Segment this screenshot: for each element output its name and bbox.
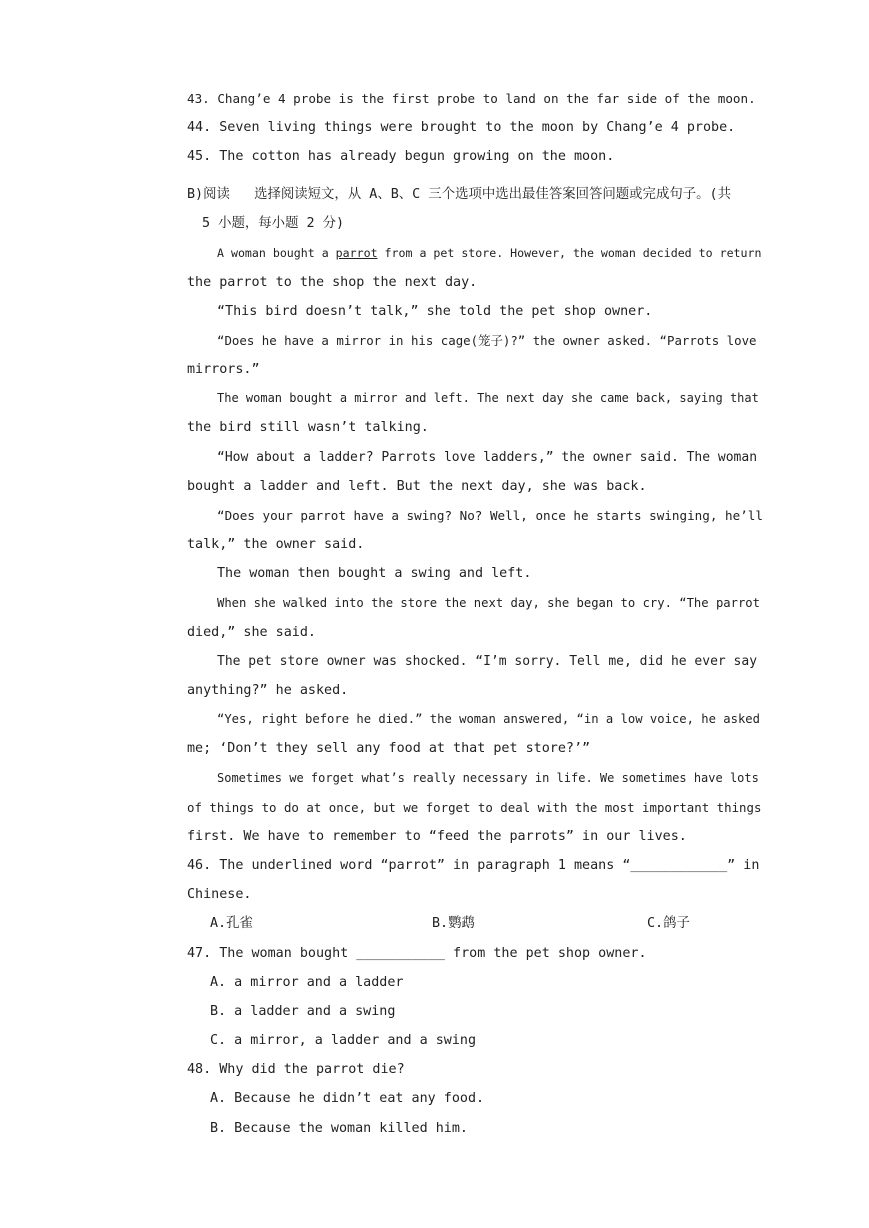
passage-p11-line3: first. We have to remember to “feed the parrots” in our lives. — [187, 829, 687, 844]
passage-p10-line2: me; ‘Don’t they sell any food at that pet store?’” — [187, 741, 591, 756]
question-48-option-a[interactable]: A. Because he didn’t eat any food. — [210, 1091, 485, 1106]
passage-p8-line2: died,” she said. — [187, 625, 316, 640]
question-46-option-b[interactable]: B.鹦鹉 — [432, 916, 475, 931]
section-b-instruction: B)阅读 选择阅读短文，从 A、B、C 三个选项中选出最佳答案回答问题或完成句子。(共 — [187, 187, 731, 202]
passage-p9-line1: The pet store owner was shocked. “I’m sorry. Tell me, did he ever say — [217, 654, 758, 669]
passage-p4-line2: the bird still wasn’t talking. — [187, 420, 429, 435]
question-45: 45. The cotton has already begun growing on the moon. — [187, 149, 615, 164]
passage-p9-line2: anything?” he asked. — [187, 683, 349, 698]
question-48-option-b[interactable]: B. Because the woman killed him. — [210, 1121, 468, 1136]
passage-p2: “This bird doesn’t talk,” she told the pet shop owner. — [217, 304, 653, 319]
question-46-option-a[interactable]: A.孔雀 — [210, 916, 253, 931]
passage-p3-line2: mirrors.” — [187, 362, 260, 377]
passage-p6-line2: talk,” the owner said. — [187, 537, 365, 552]
passage-p11-line1: Sometimes we forget what’s really necessary in life. We sometimes have lots — [217, 771, 759, 785]
question-47-stem: 47. The woman bought ___________ from the pet shop owner. — [187, 946, 647, 961]
question-47-option-a[interactable]: A. a mirror and a ladder — [210, 975, 404, 990]
question-46-option-c[interactable]: C.鸽子 — [647, 916, 690, 931]
question-43: 43. Chang’e 4 probe is the first probe to land on the far side of the moon. — [187, 91, 756, 106]
passage-p1-line1: A woman bought a parrot from a pet store. However, the woman decided to return — [217, 246, 762, 260]
section-b-instruction-cont: 5 小题，每小题 2 分) — [202, 216, 345, 231]
passage-p1-line2: the parrot to the shop the next day. — [187, 275, 478, 290]
passage-p3-line1: “Does he have a mirror in his cage(笼子)?” the owner asked. “Parrots love — [217, 333, 757, 348]
passage-p8-line1: When she walked into the store the next day, she began to cry. “The parrot — [217, 596, 760, 610]
question-48-stem: 48. Why did the parrot die? — [187, 1062, 405, 1077]
underlined-word-parrot: parrot — [335, 246, 378, 260]
question-46-stem: 46. The underlined word “parrot” in paragraph 1 means “____________” in — [187, 858, 760, 873]
question-47-option-c[interactable]: C. a mirror, a ladder and a swing — [210, 1033, 477, 1048]
passage-p4-line1: The woman bought a mirror and left. The next day she came back, saying that — [217, 391, 759, 405]
question-46-stem-cont: Chinese. — [187, 887, 252, 902]
passage-p5-line2: bought a ladder and left. But the next day, she was back. — [187, 479, 647, 494]
passage-p10-line1: “Yes, right before he died.” the woman answered, “in a low voice, he asked — [217, 712, 760, 726]
question-47-option-b[interactable]: B. a ladder and a swing — [210, 1004, 396, 1019]
passage-p11-line2: of things to do at once, but we forget to deal with the most important things — [187, 800, 762, 815]
passage-p5-line1: “How about a ladder? Parrots love ladders,” the owner said. The woman — [217, 450, 758, 465]
question-44: 44. Seven living things were brought to the moon by Chang’e 4 probe. — [187, 120, 736, 135]
passage-p7: The woman then bought a swing and left. — [217, 566, 532, 581]
passage-p6-line1: “Does your parrot have a swing? No? Well, once he starts swinging, he’ll — [217, 508, 763, 523]
